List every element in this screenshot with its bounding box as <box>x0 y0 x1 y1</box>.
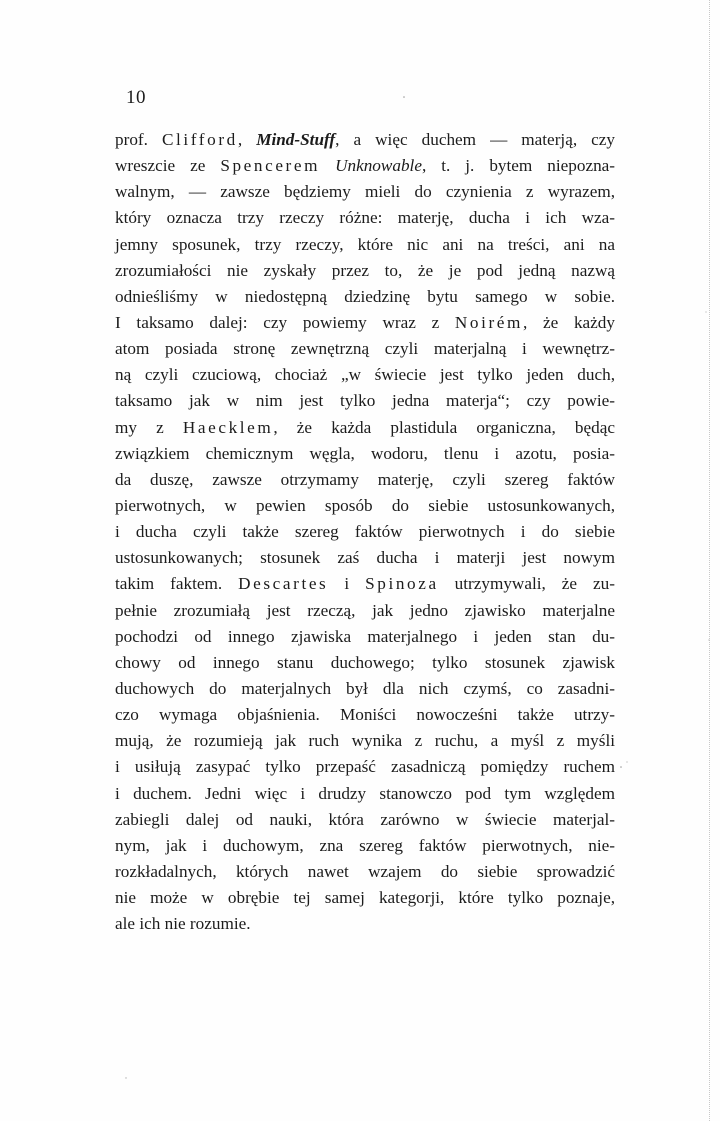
text-segment: jemny sposunek, trzy rzeczy, które nic ani na treści, ani na <box>115 234 615 254</box>
text-segment: zabiegli dalej od nauki, która zarówno w świecie materjal- <box>115 809 615 829</box>
text-line <box>115 258 615 284</box>
text-line <box>115 336 615 362</box>
text-segment: i duchem. Jedni więc i drudzy stanowczo pod tym względem <box>115 783 615 803</box>
text-segment: nie może w obrębie tej samej kategorji, które tylko poznaje, <box>115 888 615 908</box>
speck <box>705 311 706 312</box>
text-segment: odnieśliśmy w niedostępną dziedzinę bytu samego w sobie. <box>115 286 615 306</box>
page-number: 10 <box>126 87 146 108</box>
text-segment: prof. <box>115 130 162 149</box>
text-segment: , że każdy <box>523 312 615 332</box>
text-line <box>115 441 615 467</box>
text-line <box>115 781 615 807</box>
spaced-name: Noirém <box>454 312 523 332</box>
text-segment: chowy od innego stanu duchowego; tylko stosunek zjawisk <box>115 652 615 672</box>
speck <box>403 96 405 98</box>
text-segment: ustosunkowanych; stosunek zaś ducha i materji jest nowym <box>115 548 615 568</box>
bold-italic-term: Mind-Stuff <box>256 130 336 149</box>
text-line <box>115 728 615 754</box>
text-segment: związkiem chemicznym węgla, wodoru, tlenu i azotu, posia- <box>115 443 615 463</box>
text-line <box>115 807 615 833</box>
text-line <box>115 650 615 676</box>
body-text <box>115 127 615 937</box>
text-line <box>115 598 615 624</box>
text-segment: , <box>237 130 257 149</box>
text-segment: mują, że rozumieją jak ruch wynika z ruchu, a myśl z myśli <box>115 731 615 751</box>
speck <box>125 1077 126 1078</box>
text-segment: , a więc duchem — materją, czy <box>335 130 615 149</box>
text-line <box>115 127 615 153</box>
text-line <box>115 885 615 911</box>
text-segment: pierwotnych, w pewien sposób do siebie ustosunkowanych, <box>115 495 615 515</box>
text-line <box>115 493 615 519</box>
text-segment: , t. j. bytem niepozna- <box>421 156 616 176</box>
text-segment: czo wymaga objaśnienia. Moniści nowocześni także utrzy- <box>115 705 615 725</box>
text-segment: pełnie zrozumiałą jest rzeczą, jak jedno zjawisko materjalne <box>115 600 615 620</box>
text-line <box>115 284 615 310</box>
spaced-name: Clifford <box>161 130 238 149</box>
text-segment: który oznacza trzy rzeczy różne: materję, ducha i ich wza- <box>115 208 615 228</box>
text-segment: duchowych do materjalnych był dla nich czymś, co zasadni- <box>115 678 615 698</box>
text-line <box>115 676 615 702</box>
text-line <box>115 859 615 885</box>
text-segment: utrzymywali, że zu- <box>438 574 615 594</box>
text-segment: I taksamo dalej: czy powiemy wraz z <box>115 312 455 332</box>
text-line <box>115 545 615 571</box>
text-segment: zrozumiałości nie zyskały przez to, że je pod jedną nazwą <box>115 260 615 280</box>
spaced-name: Spencerem <box>220 156 321 176</box>
italic-term: Unknowable <box>335 156 422 176</box>
text-segment: , że każda plastidula organiczna, będąc <box>273 417 615 437</box>
text-line <box>115 153 615 179</box>
text-segment: ną czyli czuciową, chociaż „w świecie jest tylko jeden duch, <box>115 365 615 385</box>
text-line <box>115 754 615 780</box>
text-line <box>115 911 615 937</box>
text-segment: wreszcie ze <box>115 156 221 176</box>
text-line <box>115 310 615 336</box>
text-line <box>115 519 615 545</box>
text-line <box>115 179 615 205</box>
text-line <box>115 232 615 258</box>
text-segment: nym, jak i duchowym, zna szereg faktów pierwotnych, nie- <box>115 835 615 855</box>
spaced-name: Haecklem <box>182 417 274 437</box>
text-line <box>115 467 615 493</box>
text-segment: i <box>328 574 366 594</box>
text-segment: i ducha czyli także szereg faktów pierwotnych i do siebie <box>115 522 615 542</box>
text-segment: pochodzi od innego zjawiska materjalnego i jeden stan du- <box>115 626 615 646</box>
text-line <box>115 415 615 441</box>
text-segment: atom posiada stronę zewnętrzną czyli materjalną i wewnętrz- <box>115 339 615 359</box>
text-line <box>115 833 615 859</box>
text-segment: rozkładalnych, których nawet wzajem do siebie sprowadzić <box>115 861 615 881</box>
text-segment: walnym, — zawsze będziemy mieli do czynienia z wyrazem, <box>115 182 615 202</box>
text-segment: i usiłują zasypać tylko przepaść zasadniczą pomiędzy ruchem <box>115 757 615 777</box>
speck <box>620 766 622 768</box>
speck <box>626 761 627 762</box>
text-segment: my z <box>115 417 183 437</box>
text-segment: takim faktem. <box>115 574 239 594</box>
text-segment: taksamo jak w nim jest tylko jedna materja“; czy powie- <box>115 391 615 411</box>
page-edge-scan-artifact <box>708 0 710 1121</box>
text-line <box>115 702 615 728</box>
text-segment <box>320 156 335 175</box>
text-line <box>115 205 615 231</box>
text-segment: ale ich nie rozumie. <box>115 914 251 934</box>
text-line <box>115 388 615 414</box>
spaced-name: Spinoza <box>365 574 439 594</box>
text-line <box>115 571 615 597</box>
text-segment: da duszę, zawsze otrzymamy materję, czyli szereg faktów <box>115 469 615 489</box>
spaced-name: Descartes <box>238 574 329 594</box>
text-line <box>115 624 615 650</box>
text-line <box>115 362 615 388</box>
